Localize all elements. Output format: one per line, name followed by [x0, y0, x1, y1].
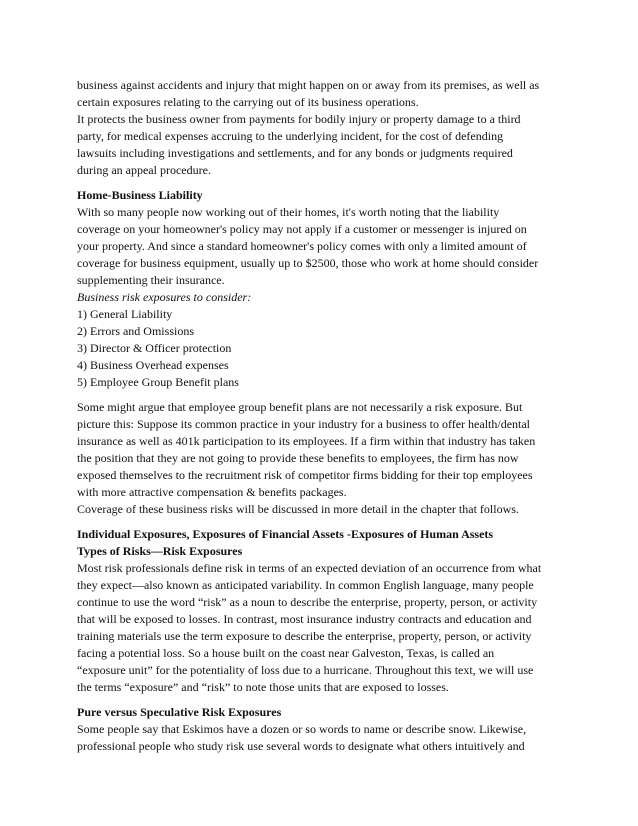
employee-benefit-section [77, 399, 567, 518]
intro-paragraph-2 [77, 111, 567, 179]
section-heading: Pure versus Speculative Risk Exposures [77, 705, 282, 719]
text-line: continue to use the word “risk” as a noun to describe the enterprise, property, person, or activity [77, 595, 538, 609]
text-line: coverage on your homeowner's policy may not apply if a customer or messenger is injured on [77, 222, 527, 236]
list-item: 4) Business Overhead expenses [77, 358, 229, 372]
text-line: certain exposures relating to the carrying out of its business operations. [77, 95, 419, 109]
text-line: professional people who study risk use several words to designate what others intuitively and [77, 739, 525, 753]
text-line: picture this: Suppose its common practice in your industry for a business to offer health/dental [77, 417, 531, 431]
text-line: that will be exposed to losses. In contrast, most insurance industry contracts and education and [77, 612, 532, 626]
text-line: With so many people now working out of their homes, it's worth noting that the liability [77, 205, 500, 219]
text-line: business against accidents and injury that might happen on or away from its premises, as well as [77, 78, 540, 92]
text-line: the terms “exposure” and “risk” to note those units that are exposed to losses. [77, 680, 449, 694]
text-line: lawsuits including investigations and settlements, and for any bonds or judgments required [77, 146, 513, 160]
text-line: Some might argue that employee group benefit plans are not necessarily a risk exposure. But [77, 400, 523, 414]
list-item: 3) Director & Officer protection [77, 341, 232, 355]
text-line: coverage for business equipment, usually up to $2500, those who work at home should consider [77, 256, 539, 270]
list-title: Business risk exposures to consider: [77, 290, 252, 304]
coverage-note: Coverage of these business risks will be discussed in more detail in the chapter that follows. [77, 502, 519, 516]
page-content [77, 77, 567, 755]
exposures-section [77, 526, 567, 696]
text-line: with more attractive compensation & benefits packages. [77, 485, 347, 499]
section-subheading: Types of Risks—Risk Exposures [77, 544, 243, 558]
text-line: your property. And since a standard homeowner's policy comes with only a limited amount of [77, 239, 527, 253]
text-line: Some people say that Eskimos have a dozen or so words to name or describe snow. Likewise, [77, 722, 527, 736]
text-line: training materials use the term exposure to describe the enterprise, property, person, or activity [77, 629, 532, 643]
text-line: party, for medical expenses accruing to the underlying incident, for the cost of defending [77, 129, 504, 143]
home-business-section [77, 187, 567, 391]
list-item: 2) Errors and Omissions [77, 324, 194, 338]
intro-paragraph-1 [77, 77, 567, 111]
text-line: Most risk professionals define risk in terms of an expected deviation of an occurrence from what [77, 561, 542, 575]
text-line: exposed themselves to the recruitment risk of competitor firms bidding for their top employees [77, 468, 533, 482]
text-line: insurance as well as 401k participation to its employees. If a firm within that industry has taken [77, 434, 536, 448]
text-line: they expect—also known as anticipated variability. In common English language, many people [77, 578, 534, 592]
text-line: supplementing their insurance. [77, 273, 225, 287]
pure-speculative-section [77, 704, 567, 755]
text-line: during an appeal procedure. [77, 163, 211, 177]
text-line: facing a potential loss. So a house built on the coast near Galveston, Texas, is called an [77, 646, 495, 660]
text-line: It protects the business owner from payments for bodily injury or property damage to a third [77, 112, 521, 126]
list-item: 5) Employee Group Benefit plans [77, 375, 239, 389]
section-heading: Individual Exposures, Exposures of Financial Assets -Exposures of Human Assets [77, 527, 494, 541]
text-line: the position that they are not going to provide these benefits to employees, the firm has now [77, 451, 519, 465]
text-line: “exposure unit” for the potentiality of loss due to a hurricane. Throughout this text, we will use [77, 663, 534, 677]
section-heading: Home-Business Liability [77, 188, 203, 202]
list-item: 1) General Liability [77, 307, 173, 321]
